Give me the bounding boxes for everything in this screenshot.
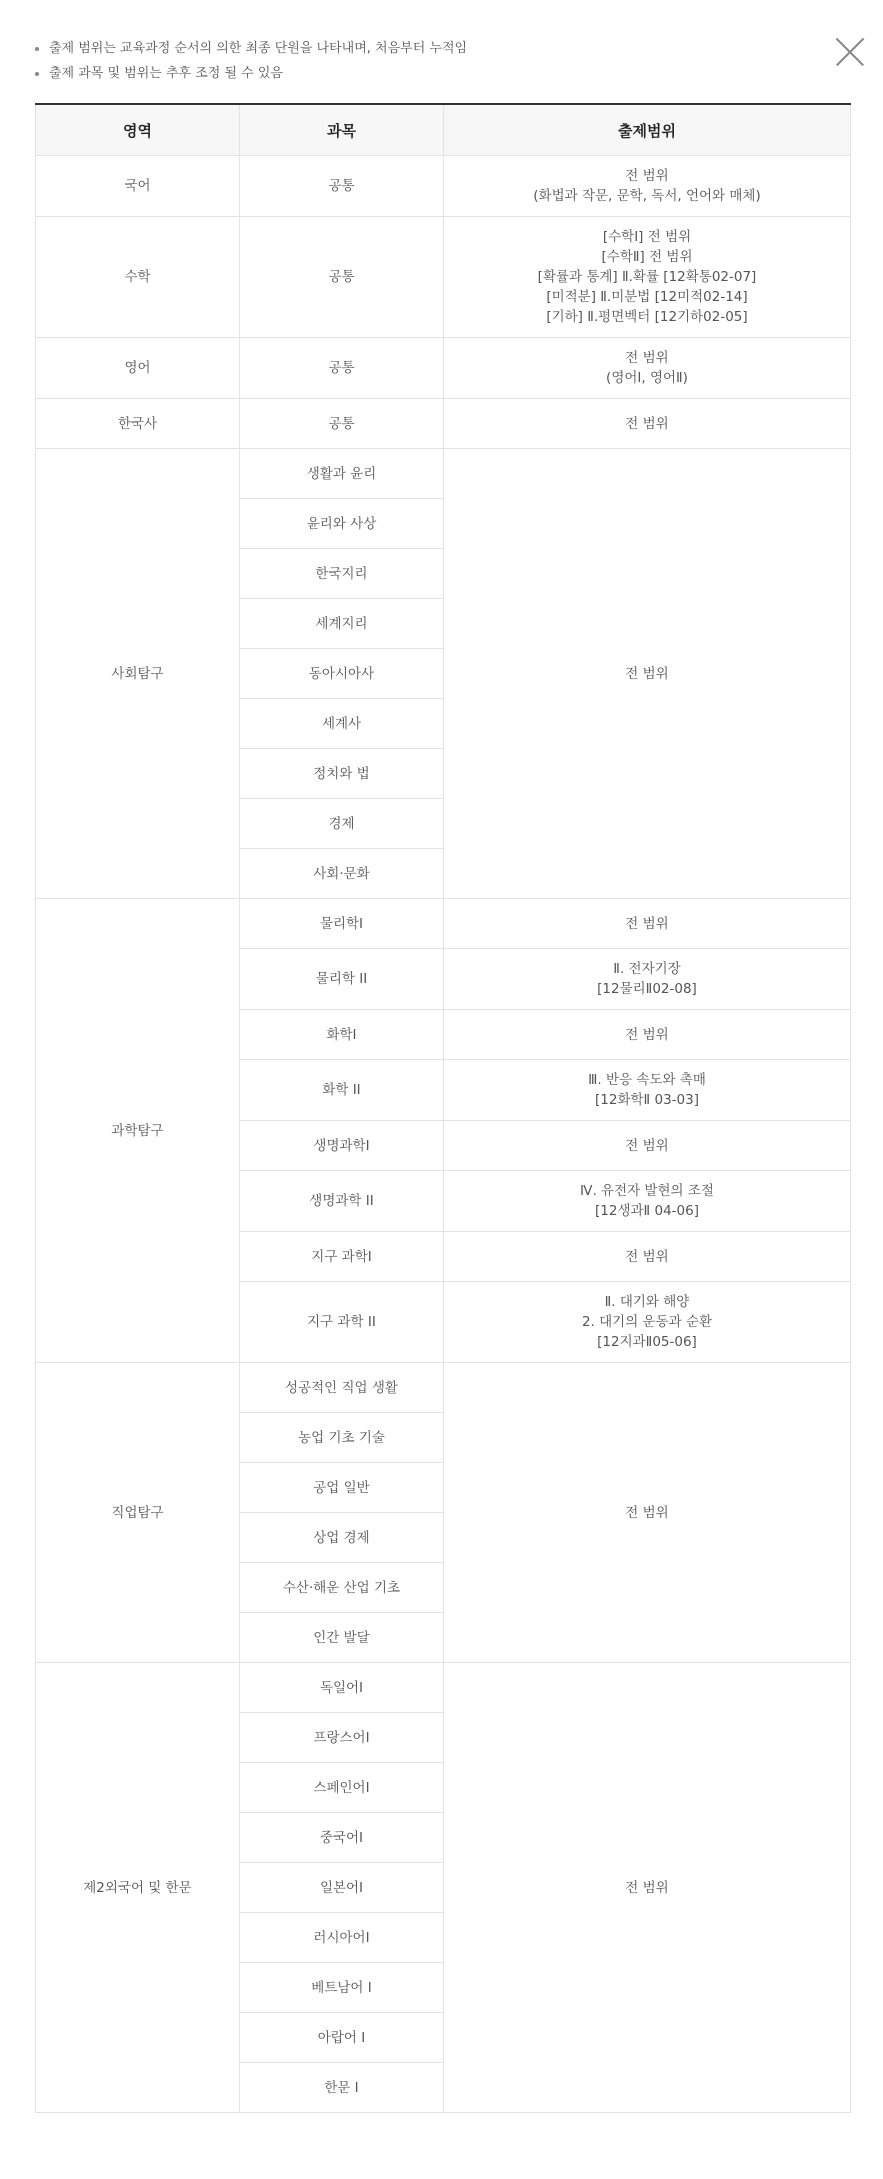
subject-cell: 성공적인 직업 생활 (240, 1363, 444, 1413)
notes-list (34, 36, 467, 86)
range-line: 전 범위 (625, 915, 669, 932)
range-cell (444, 1171, 851, 1232)
header-area: 영역 (36, 104, 240, 156)
area-cell: 국어 (36, 156, 240, 217)
subject-cell: 중국어I (240, 1813, 444, 1863)
range-cell: 전 범위 (444, 1363, 851, 1663)
subject-cell: 스페인어I (240, 1763, 444, 1813)
subject-cell: 지구 과학 II (240, 1282, 444, 1363)
range-line: Ⅳ. 유전자 발현의 조절 (580, 1183, 714, 1199)
range-line: [수학Ⅰ] 전 범위 (602, 229, 692, 245)
close-icon[interactable] (836, 38, 864, 66)
range-line: (영어Ⅰ, 영어Ⅱ) (606, 370, 688, 386)
subject-cell: 동아시아사 (240, 649, 444, 699)
subject-cell: 한문 I (240, 2063, 444, 2113)
area-cell: 수학 (36, 217, 240, 338)
range-line: [미적분] Ⅱ.미분법 [12미적02-14] (546, 289, 748, 305)
range-line: 전 범위 (625, 1137, 669, 1154)
range-cell: 전 범위 (444, 399, 851, 449)
range-line: 전 범위 (625, 1026, 669, 1043)
range-line: [기하] Ⅱ.평면벡터 [12기하02-05] (546, 309, 748, 325)
area-cell: 사회탐구 (36, 449, 240, 899)
range-cell (444, 1060, 851, 1121)
table-header-row (36, 104, 851, 156)
subject-cell: 화학 II (240, 1060, 444, 1121)
table-row (36, 338, 851, 399)
subject-cell: 공통 (240, 217, 444, 338)
subject-cell: 러시아어I (240, 1913, 444, 1963)
subject-cell: 인간 발달 (240, 1613, 444, 1663)
subject-cell: 한국지리 (240, 549, 444, 599)
subject-cell: 사회·문화 (240, 849, 444, 899)
subject-cell: 물리학I (240, 899, 444, 949)
subject-cell: 공통 (240, 338, 444, 399)
range-line: [12지과Ⅱ05-06] (597, 1334, 697, 1350)
table-row (36, 217, 851, 338)
range-cell: 전 범위 (444, 449, 851, 899)
range-line: Ⅱ. 대기와 해양 (604, 1294, 690, 1310)
subject-cell: 수산·해운 산업 기초 (240, 1563, 444, 1613)
table-row (36, 1363, 851, 1413)
table-row (36, 1663, 851, 1713)
header-range: 출제범위 (444, 104, 851, 156)
range-line: [12화학Ⅱ 03-03] (595, 1092, 699, 1108)
subject-cell: 경제 (240, 799, 444, 849)
range-line: Ⅱ. 전자기장 (613, 961, 681, 977)
table-row (36, 899, 851, 949)
range-cell (444, 338, 851, 399)
subject-cell: 공통 (240, 156, 444, 217)
range-line: [12생과Ⅱ 04-06] (595, 1203, 699, 1219)
subject-cell: 생활과 윤리 (240, 449, 444, 499)
range-cell (444, 217, 851, 338)
range-line: [확률과 통계] Ⅱ.확률 [12확통02-07] (537, 269, 757, 285)
subject-cell: 물리학 II (240, 949, 444, 1010)
range-line: (화법과 작문, 문학, 독서, 언어와 매체) (533, 188, 761, 204)
subject-cell: 프랑스어I (240, 1713, 444, 1763)
subject-cell: 공업 일반 (240, 1463, 444, 1513)
note-item: 출제 범위는 교육과정 순서의 의한 최종 단원을 나타내며, 처음부터 누적임 (34, 36, 467, 61)
subject-cell: 세계사 (240, 699, 444, 749)
table-row (36, 449, 851, 499)
range-line: [수학Ⅱ] 전 범위 (601, 249, 693, 265)
range-cell (444, 949, 851, 1010)
area-cell: 제2외국어 및 한문 (36, 1663, 240, 2113)
range-line: Ⅲ. 반응 속도와 촉매 (588, 1072, 706, 1088)
range-cell (444, 156, 851, 217)
header-subject: 과목 (240, 104, 444, 156)
subject-cell: 세계지리 (240, 599, 444, 649)
range-cell: 전 범위 (444, 1663, 851, 2113)
range-line: [12물리Ⅱ02-08] (597, 981, 697, 997)
subject-cell: 베트남어 I (240, 1963, 444, 2013)
range-line: 전 범위 (625, 1248, 669, 1265)
range-line: 전 범위 (625, 350, 669, 366)
range-cell (444, 1232, 851, 1282)
subject-cell: 아랍어 I (240, 2013, 444, 2063)
subject-cell: 상업 경제 (240, 1513, 444, 1563)
subject-cell: 지구 과학I (240, 1232, 444, 1282)
table-row (36, 156, 851, 217)
exam-range-table (35, 103, 851, 2113)
range-line: 2. 대기의 운동과 순환 (581, 1314, 713, 1330)
subject-cell: 독일어I (240, 1663, 444, 1713)
range-cell (444, 899, 851, 949)
area-cell: 직업탐구 (36, 1363, 240, 1663)
subject-cell: 윤리와 사상 (240, 499, 444, 549)
subject-cell: 정치와 법 (240, 749, 444, 799)
range-line: 전 범위 (625, 168, 669, 184)
subject-cell: 공통 (240, 399, 444, 449)
range-cell (444, 1282, 851, 1363)
area-cell: 과학탐구 (36, 899, 240, 1363)
area-cell: 한국사 (36, 399, 240, 449)
subject-cell: 일본어I (240, 1863, 444, 1913)
area-cell: 영어 (36, 338, 240, 399)
range-cell (444, 1121, 851, 1171)
subject-cell: 생명과학 II (240, 1171, 444, 1232)
range-cell (444, 1010, 851, 1060)
subject-cell: 화학I (240, 1010, 444, 1060)
subject-cell: 농업 기초 기술 (240, 1413, 444, 1463)
subject-cell: 생명과학I (240, 1121, 444, 1171)
table-row (36, 399, 851, 449)
note-item: 출제 과목 및 범위는 추후 조정 될 수 있음 (34, 61, 467, 86)
